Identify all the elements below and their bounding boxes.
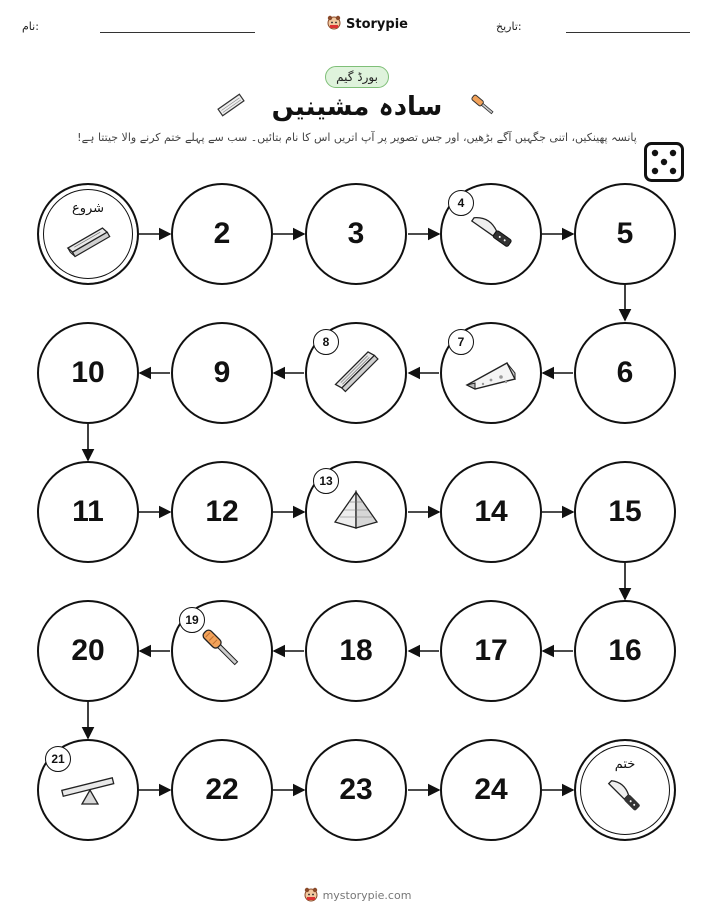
square-number-badge: 4 [448, 190, 474, 216]
knife-icon [463, 210, 519, 258]
square-number-badge: 13 [313, 468, 339, 494]
board-square-6[interactable]: 6 [574, 322, 676, 424]
square-number-badge: 8 [313, 329, 339, 355]
wedge-icon [461, 349, 521, 397]
board-square-18[interactable]: 18 [305, 600, 407, 702]
board-square-11[interactable]: 11 [37, 461, 139, 563]
end-square[interactable] [574, 739, 676, 841]
board-square-15[interactable]: 15 [574, 461, 676, 563]
start-square[interactable] [37, 183, 139, 285]
board-game-badge: بورڈ گیم [325, 66, 389, 88]
board-square-20[interactable]: 20 [37, 600, 139, 702]
start-label: شروع [71, 201, 105, 216]
board-square-10[interactable]: 10 [37, 322, 139, 424]
plank-icon [328, 346, 384, 400]
storypie-logo-icon [303, 886, 319, 905]
square-number-badge: 7 [448, 329, 474, 355]
instructions: پانسہ پھینکیں، اتنی جگہیں آگے بڑھیں، اور جس تصویر پر آپ اتریں اس کا نام بتائیں۔ سب سے پہلے ختم کرنے والا جیتتا ہے! [77, 131, 637, 144]
board-square-17[interactable]: 17 [440, 600, 542, 702]
brand-name: Storypie [346, 16, 408, 32]
board-square-5[interactable]: 5 [574, 183, 676, 285]
board-square-9[interactable]: 9 [171, 322, 273, 424]
end-label: ختم [614, 757, 636, 772]
board-square-23[interactable]: 23 [305, 739, 407, 841]
seesaw-icon [58, 766, 118, 814]
board-square-3[interactable]: 3 [305, 183, 407, 285]
board-square-24[interactable]: 24 [440, 739, 542, 841]
page-title: سادہ مشینیں [271, 92, 443, 122]
board-square-14[interactable]: 14 [440, 461, 542, 563]
board-square-22[interactable]: 22 [171, 739, 273, 841]
square-number-badge: 21 [45, 746, 71, 772]
screwdriver-icon [194, 624, 250, 678]
date-label: تاریخ: [496, 20, 522, 33]
board-square-16[interactable]: 16 [574, 600, 676, 702]
knife-icon [602, 775, 648, 823]
footer-url[interactable]: mystorypie.com [322, 889, 412, 902]
board-square-2[interactable]: 2 [171, 183, 273, 285]
name-label: نام: [22, 20, 39, 33]
plank-icon [63, 221, 113, 265]
footer [303, 886, 412, 905]
board-square-12[interactable]: 12 [171, 461, 273, 563]
pyramid-icon [329, 488, 383, 536]
square-number-badge: 19 [179, 607, 205, 633]
